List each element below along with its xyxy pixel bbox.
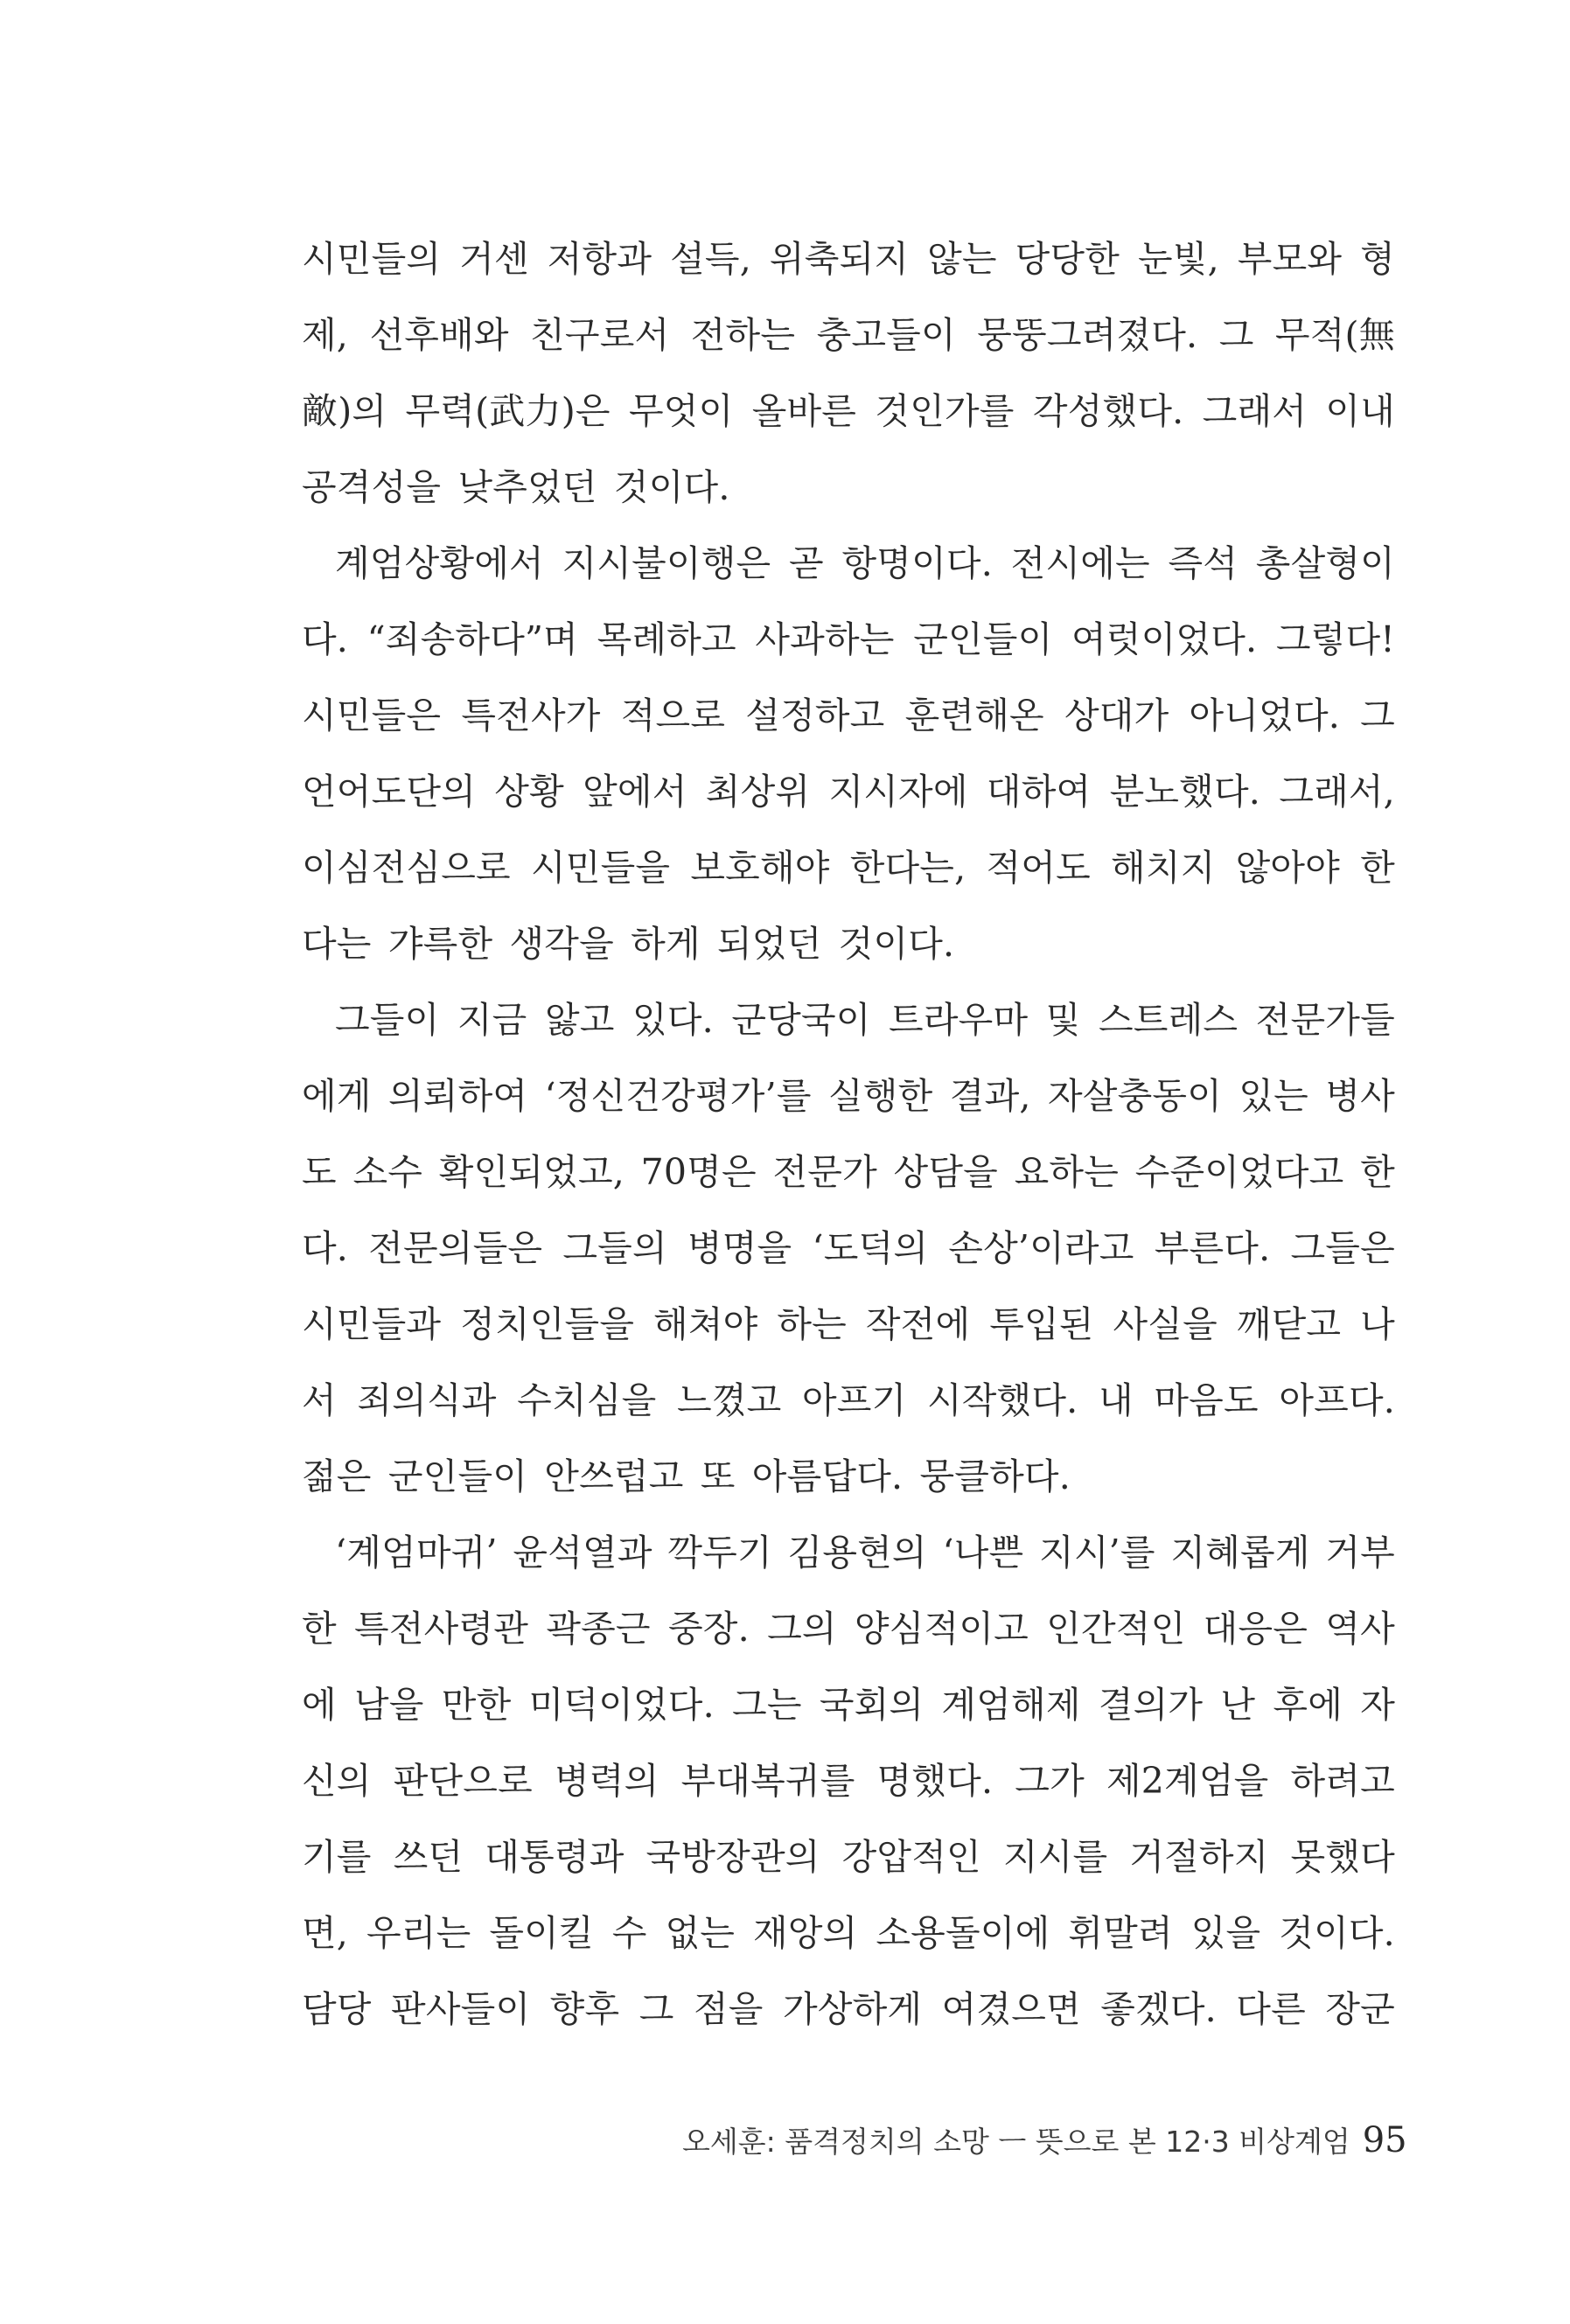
word: 지시불이행은 (562, 542, 771, 584)
word: 트라우마 (889, 999, 1029, 1041)
word: 있을 (1190, 1912, 1261, 1954)
word: 실행한 (828, 1075, 933, 1117)
word: 제2계엄을 (1106, 1760, 1269, 1802)
word: 가상하게 (782, 1988, 923, 2030)
word: 병사 (1325, 1075, 1395, 1117)
word: 우리는 (366, 1912, 471, 1954)
word: 도 (302, 1151, 337, 1193)
word: 아니었다. (1189, 694, 1340, 736)
word: 대하여 (986, 771, 1092, 813)
word: 분노했다. (1109, 771, 1261, 813)
word: 지혜롭게 (1170, 1532, 1310, 1574)
word: 이내 (1325, 390, 1395, 432)
word: 깨닫고 (1236, 1303, 1342, 1345)
word: 에게 (302, 1075, 372, 1117)
body-text (302, 221, 1395, 2048)
word: 부른다. (1154, 1227, 1271, 1269)
text-line (302, 830, 1395, 906)
word: 소용돌이에 (876, 1912, 1050, 1954)
word: 확인되었고, (438, 1151, 625, 1193)
word: 중장. (667, 1608, 750, 1650)
word: 계엄해제 (941, 1684, 1081, 1726)
word: 시민들은 (302, 694, 442, 736)
word: 하려고 (1290, 1760, 1395, 1802)
word: 한다는, (849, 847, 966, 889)
word: 상황 (494, 771, 564, 813)
text-line (302, 297, 1395, 373)
word: 군인들이 (913, 618, 1053, 660)
word: 상대가 (1064, 694, 1169, 736)
word: 결과, (949, 1075, 1031, 1117)
text-line (302, 602, 1395, 678)
word: 거센 (459, 238, 529, 280)
word: 요하는 (1014, 1151, 1119, 1193)
word: 것이다. (1279, 1912, 1395, 1954)
word: 부대복귀를 (680, 1760, 855, 1802)
word: 그들이 (335, 999, 440, 1041)
word: 수 (611, 1912, 647, 1954)
text-line (302, 1134, 1395, 1211)
word: 지시를 (1002, 1836, 1108, 1878)
word: 70명은 (640, 1151, 757, 1193)
text-line (302, 1363, 1395, 1439)
running-title: 오세훈: 품격정치의 소망 ㅡ 뜻으로 본 12·3 비상계엄 (682, 2125, 1350, 2159)
word: 한 (1360, 847, 1395, 889)
word: 않아야 (1235, 847, 1340, 889)
paragraph-first-line (302, 982, 1395, 1058)
word: 이심전심으로 (302, 847, 511, 889)
word: 곽종근 (546, 1608, 651, 1650)
word: 그 (638, 1988, 674, 2030)
text-line (302, 678, 1395, 754)
word: 없는 (665, 1912, 736, 1954)
word: 정치인들을 (460, 1303, 635, 1345)
word: 것인가를 (875, 390, 1015, 432)
text-line (302, 754, 1395, 830)
word: 보호해야 (690, 847, 830, 889)
word: 부모와 (1237, 238, 1343, 280)
word: 설득, (670, 238, 751, 280)
word: 전시에는 (1010, 542, 1150, 584)
word: 제, (302, 314, 349, 356)
word: ‘정신건강평가’를 (544, 1075, 812, 1117)
word: 남을 (353, 1684, 424, 1726)
word: 무적(無 (1274, 314, 1395, 356)
word: 에 (302, 1684, 337, 1726)
word: 해치지 (1111, 847, 1216, 889)
word: 즉석 (1168, 542, 1239, 584)
word: 계엄상황에서 (335, 542, 544, 584)
word: 훈련해온 (904, 694, 1044, 736)
word: 명했다. (876, 1760, 994, 1802)
word: 병력의 (554, 1760, 659, 1802)
word: 나 (1360, 1303, 1395, 1345)
word: 눈빛, (1137, 238, 1219, 280)
word: 못했다 (1290, 1836, 1395, 1878)
word: 기를 (302, 1836, 372, 1878)
word: 뭉뚱그려졌다. (977, 314, 1198, 356)
word: 적으로 (620, 694, 726, 736)
word: 및 (1045, 999, 1081, 1041)
word: 쓰던 (393, 1836, 464, 1878)
word: 지시자에 (828, 771, 968, 813)
word: 의뢰하여 (387, 1075, 528, 1117)
word: 마음도 (1154, 1379, 1259, 1421)
word: 자살충동이 (1047, 1075, 1222, 1117)
word: 무력(武力)은 (405, 390, 611, 432)
word: 스트레스 (1098, 999, 1239, 1041)
word: 시민들을 (530, 847, 671, 889)
word: 죄의식과 (357, 1379, 497, 1421)
word: 다른 (1236, 1988, 1306, 2030)
page-number: 95 (1362, 2120, 1407, 2160)
word: 면, (302, 1912, 349, 1954)
word: 敵)의 (302, 390, 387, 432)
text-line (302, 1211, 1395, 1287)
word: 지금 (457, 999, 527, 1041)
word: 시민들의 (302, 238, 442, 280)
word: 사과하는 (755, 618, 895, 660)
word: 양심적이고 (854, 1608, 1029, 1650)
word: 수준이었다고 (1134, 1151, 1344, 1193)
word: 특전사가 (461, 694, 601, 736)
word: 충고들이 (816, 314, 956, 356)
word: 수치심을 (517, 1379, 657, 1421)
paragraph-first-line (302, 1515, 1395, 1591)
word: 상담을 (893, 1151, 998, 1193)
word: 여럿이었다. (1071, 618, 1258, 660)
word: 손상’이라고 (948, 1227, 1134, 1269)
text-line (302, 1287, 1395, 1363)
word: 그의 (767, 1608, 837, 1650)
word: 총살형이 (1255, 542, 1395, 584)
word: 한 (1360, 1151, 1395, 1193)
word: 거부 (1325, 1532, 1395, 1574)
word: 아프다. (1279, 1379, 1395, 1421)
word: 그들의 (562, 1227, 667, 1269)
word: 특전사령관 (354, 1608, 529, 1650)
word: 전문의들은 (368, 1227, 543, 1269)
word: 점을 (693, 1988, 764, 2030)
word: 여겼으면 (941, 1988, 1081, 2030)
text-line (302, 1972, 1395, 2048)
text-line (302, 1591, 1395, 1667)
word: 윤석열과 (513, 1532, 652, 1574)
word: 다. (302, 1227, 349, 1269)
word: 깍두기 (667, 1532, 772, 1574)
word: 역사 (1325, 1608, 1395, 1650)
word: 결의가 (1098, 1684, 1204, 1726)
word: 그래서 (1202, 390, 1308, 432)
word: 미덕이었다. (528, 1684, 715, 1726)
text-line: 젊은 군인들이 안쓰럽고 또 아름답다. 뭉클하다. (302, 1455, 1071, 1497)
word: 다. (302, 618, 349, 660)
word: 그 (1360, 694, 1395, 736)
word: 사실을 (1113, 1303, 1218, 1345)
word: 시민들과 (302, 1303, 442, 1345)
paragraph-first-line (302, 526, 1395, 602)
text-line: 다는 갸륵한 생각을 하게 되었던 것이다. (302, 923, 955, 965)
text-line (302, 373, 1395, 450)
word: 좋겠다. (1100, 1988, 1217, 2030)
word: 설정하고 (745, 694, 885, 736)
word: 있는 (1239, 1075, 1308, 1117)
word: 강압적인 (841, 1836, 981, 1878)
word: 저항과 (547, 238, 652, 280)
word: ‘도덕의 (812, 1227, 929, 1269)
word: “죄송하다”며 (366, 618, 578, 660)
word: 전문가들 (1255, 999, 1395, 1041)
word: 재앙의 (753, 1912, 858, 1954)
word: 해쳐야 (653, 1303, 758, 1345)
word: 소수 (352, 1151, 423, 1193)
word: 올바른 (751, 390, 857, 432)
word: 그가 (1015, 1760, 1085, 1802)
word: 하는 (777, 1303, 847, 1345)
word: 담당 (302, 1988, 372, 2030)
word: 휘말려 (1068, 1912, 1173, 1954)
word: 앞에서 (583, 771, 687, 813)
word: 아프기 (801, 1379, 907, 1421)
word: 않는 (927, 238, 997, 280)
text-line (302, 1895, 1395, 1972)
text-line (302, 1058, 1395, 1134)
word: 형 (1360, 238, 1395, 280)
word: 있다. (632, 999, 714, 1041)
word: 인간적인 (1046, 1608, 1186, 1650)
word: 그들은 (1290, 1227, 1395, 1269)
word: 국방장관의 (645, 1836, 820, 1878)
word: 난 (1220, 1684, 1256, 1726)
word: 무엇이 (628, 390, 734, 432)
text-line (302, 1667, 1395, 1743)
word: 대통령과 (485, 1836, 625, 1878)
word: 곧 (789, 542, 824, 584)
word: 시작했다. (926, 1379, 1078, 1421)
word: ‘계엄마귀’ (335, 1532, 498, 1574)
word: 느꼈고 (676, 1379, 782, 1421)
word: 선후배와 (369, 314, 509, 356)
word: 지시’를 (1039, 1532, 1155, 1574)
word: 향후 (549, 1988, 620, 2030)
word: 그렇다! (1275, 618, 1395, 660)
word: 내 (1098, 1379, 1134, 1421)
word: 판단으로 (393, 1760, 533, 1802)
word: 당당한 (1015, 238, 1120, 280)
word: 만한 (441, 1684, 512, 1726)
word: 김용현의 (787, 1532, 927, 1574)
word: 최상위 (705, 771, 811, 813)
word: 언어도단의 (302, 771, 477, 813)
word: 돌이킬 (489, 1912, 594, 1954)
word: 전문가 (772, 1151, 877, 1193)
text-line: 공격성을 낮추었던 것이다. (302, 466, 730, 508)
word: 그는 (732, 1684, 802, 1726)
word: 후에 (1273, 1684, 1343, 1726)
word: 그래서, (1279, 771, 1395, 813)
word: 투입된 (989, 1303, 1094, 1345)
word: 작전에 (865, 1303, 971, 1345)
word: 병명을 (687, 1227, 792, 1269)
text-line (302, 1819, 1395, 1895)
word: 장군 (1325, 1988, 1395, 2030)
word: 거절하지 (1129, 1836, 1269, 1878)
word: 항명이다. (841, 542, 993, 584)
word: 친구로서 (530, 314, 670, 356)
word: 위축되지 (769, 238, 910, 280)
text-line (302, 1743, 1395, 1819)
word: 자 (1360, 1684, 1395, 1726)
running-footer (682, 2119, 1407, 2160)
word: ‘나쁜 (942, 1532, 1024, 1574)
word: 대응은 (1203, 1608, 1308, 1650)
word: 적어도 (986, 847, 1091, 889)
text-line (302, 221, 1395, 297)
word: 국회의 (819, 1684, 925, 1726)
word: 목례하고 (597, 618, 736, 660)
word: 앓고 (544, 999, 615, 1041)
word: 신의 (302, 1760, 372, 1802)
word: 군당국이 (731, 999, 871, 1041)
word: 각성했다. (1032, 390, 1184, 432)
word: 한 (302, 1608, 337, 1650)
word: 서 (302, 1379, 337, 1421)
word: 전하는 (690, 314, 796, 356)
word: 판사들이 (391, 1988, 531, 2030)
word: 그 (1218, 314, 1254, 356)
